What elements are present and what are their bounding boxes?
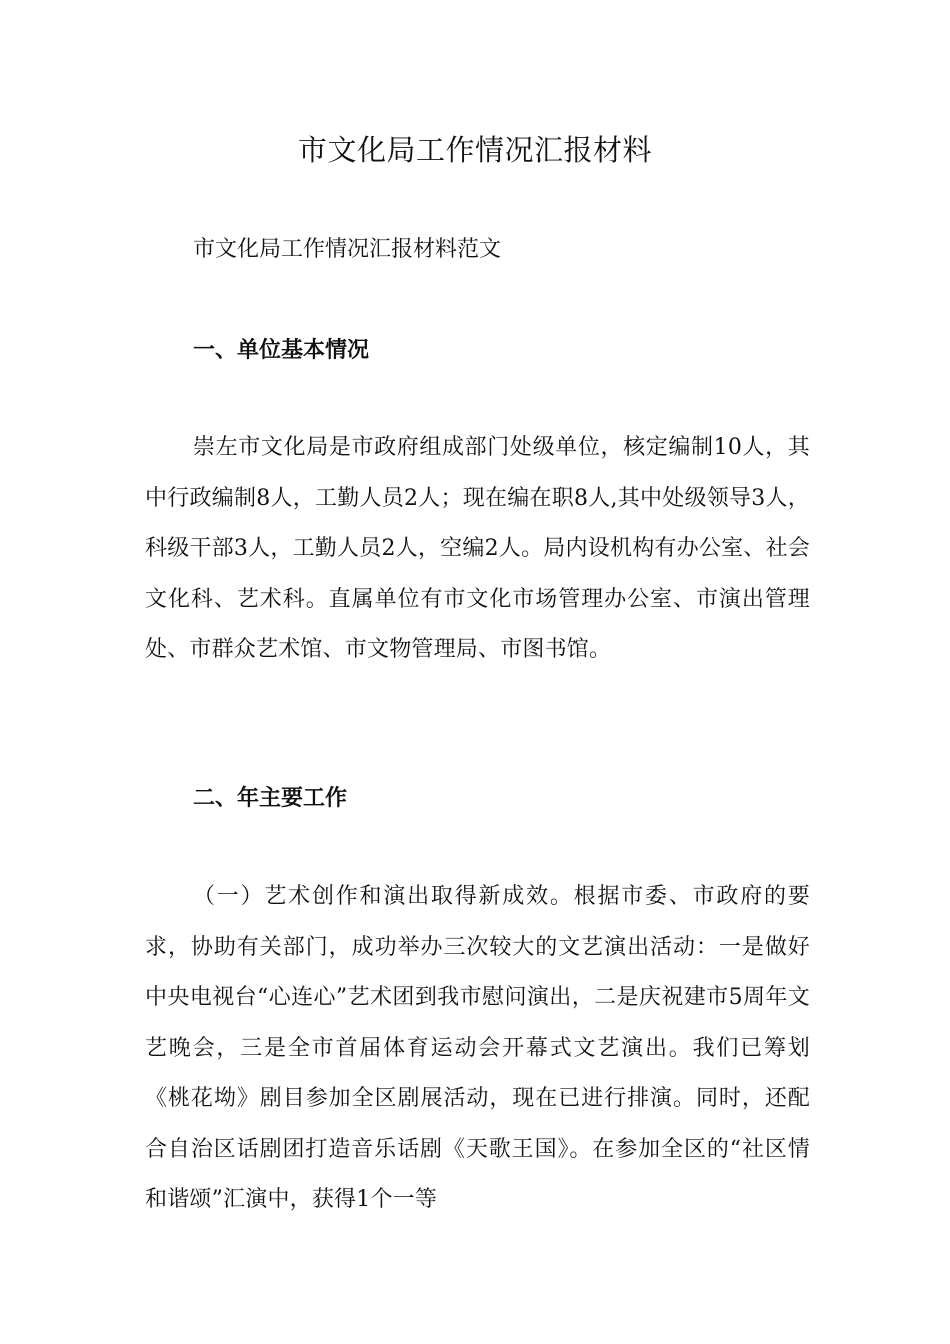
section-paragraph-main-work: （一）艺术创作和演出取得新成效。根据市委、市政府的要求，协助有关部门，成功举办三次较大的文艺演出活动：一是做好中央电视台“心连心”艺术团到我市慰问演出，二是庆祝建市5周年文艺晚会，三是全市首届体育运动会开幕式文艺演出。我们已筹划《桃花坳》剧目参加全区剧展活动，现在已进行排演。同时，还配合自治区话剧团打造音乐话剧《天歌王国》。在参加全区的“社区情和谐颂”汇演中，获得1个一等 [145, 884, 810, 1212]
section-paragraph-basic-info: 崇左市文化局是市政府组成部门处级单位，核定编制10人，其中行政编制8人，工勤人员2人；现在编在职8人,其中处级领导3人，科级干部3人，工勤人员2人，空编2人。局内设机构有办公室、社会文化科、艺术科。直属单位有市文化市场管理办公室、市演出管理处、市群众艺术馆、市文物管理局、市图书馆。 [145, 435, 810, 662]
document-title: 市文化局工作情况汇报材料 [297, 133, 652, 167]
section-heading-main-work: 二、年主要工作 [193, 785, 348, 811]
document-subtitle: 市文化局工作情况汇报材料范文 [193, 237, 502, 262]
section-heading-basic-info: 一、单位基本情况 [193, 337, 370, 363]
